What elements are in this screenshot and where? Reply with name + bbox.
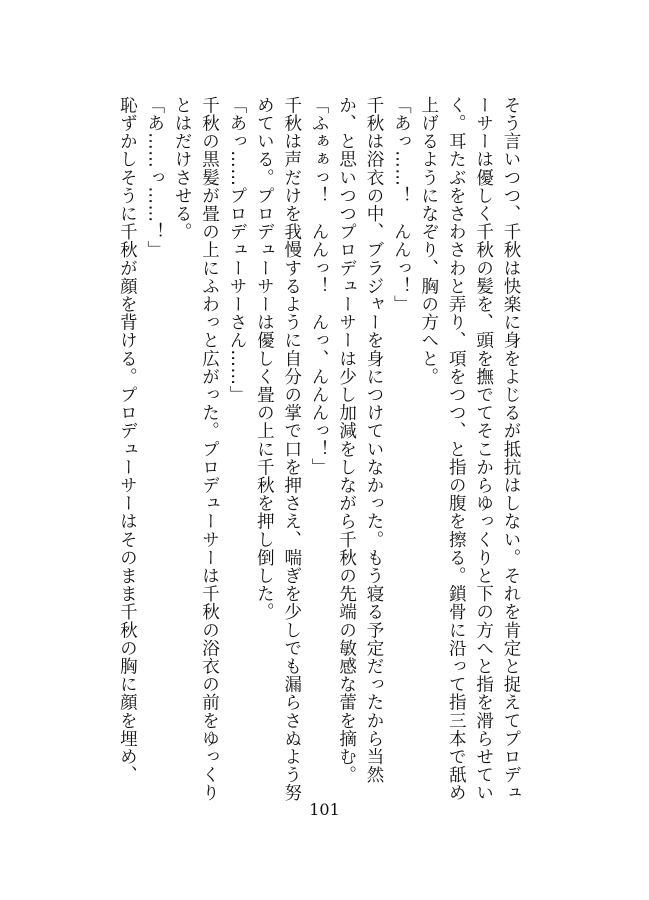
paragraph: 千秋は浴衣の中、ブラジャーを身につけていなかった。もう寝る予定だったから当然か、と思いつつプロデューサーは少し加減をしながら千秋の先端の敏感な蕾を摘む。: [336, 96, 384, 784]
page-number: 101: [309, 800, 340, 819]
vertical-text-body: [113, 96, 524, 811]
dialogue-line: 「あっ……！ んんっ！」: [391, 96, 412, 314]
dialogue-line: 「あ……っ……！」: [144, 96, 165, 259]
paragraph: 恥ずかしそうに千秋が顔を背ける。プロデューサーはそのまま千秋の胸に顔を埋め、: [117, 96, 138, 784]
paragraph: 千秋の黒髪が畳の上にふわっと広がった。プロデューサーは千秋の浴衣の前をゆっくりとはだけさせる。: [172, 96, 220, 802]
dialogue-line: 「あっ……プロデューサーさん……」: [226, 96, 247, 404]
paragraph: 千秋は声だけを我慢するように自分の掌で口を押さえ、喘ぎを少しでも漏らさぬよう努めている。プロデューサーは優しく畳の上に千秋を押し倒した。: [254, 96, 302, 802]
dialogue-line: 「ふぁぁっ！ んんっ！ んっ、んんんっ！」: [309, 96, 330, 477]
paragraph: そう言いつつ、千秋は快楽に身をよじるが抵抗はしない。それを肯定と捉えてプロデューサーは優しく千秋の髪を、頭を撫でてそこからゆっくりと下の方へと指を滑らせていく。耳たぶをさわさわと弄り、項をつつ、と指の腹を擦る。鎖骨に沿って指三本で舐め上げるようになぞり、胸の方へと。: [418, 96, 521, 802]
